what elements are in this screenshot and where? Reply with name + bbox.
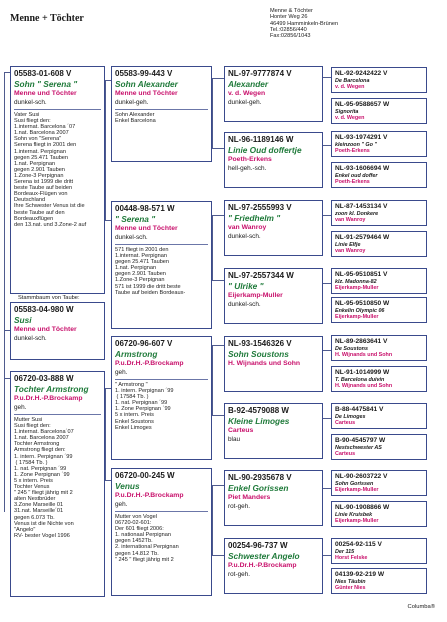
gen3-card[interactable] bbox=[224, 268, 323, 324]
owner-name: v. d. Wegen bbox=[335, 115, 365, 121]
ring-number: NL-93-1606694 W bbox=[335, 165, 390, 172]
pigeon-name: Susi bbox=[14, 315, 32, 325]
owner-name: van Wanroy bbox=[335, 217, 366, 223]
color-label: geh. bbox=[115, 501, 128, 508]
owner-name: Eijerkamp-Muller bbox=[335, 518, 379, 524]
color-label: geh. bbox=[14, 404, 27, 411]
ring-number: NL-93-1546326 V bbox=[228, 339, 292, 348]
pigeon-name: Kleine Limoges bbox=[228, 416, 290, 426]
color-label: rot-geh. bbox=[228, 571, 251, 578]
pedigree-notes: 571 fliegt in 2001 den 1.internat. Perpignan gegen 25.471 Tauben 1.nat. Perpignan gegen 2.901 Tauben 1.Zone-3 Perpignan 571 ist 1999 die dritt beste Taube auf beiden Bordeaux- bbox=[115, 247, 186, 296]
pigeon-name: Venus bbox=[115, 481, 140, 491]
ring-number: 00448-98-571 W bbox=[115, 204, 175, 213]
gen4-card[interactable] bbox=[331, 470, 427, 496]
pigeon-name: Schwester Angelo bbox=[228, 551, 300, 561]
divider bbox=[115, 244, 208, 245]
owner-name: Menne und Töchter bbox=[115, 225, 178, 232]
owner-name: Eijerkamp-Muller bbox=[335, 487, 379, 493]
ring-number: NL-87-1453134 V bbox=[335, 203, 388, 210]
connector-line bbox=[212, 345, 224, 346]
pigeon-name: klz. Madonna-82 bbox=[335, 279, 377, 285]
gen4-card[interactable] bbox=[331, 67, 427, 93]
connector-line bbox=[323, 283, 331, 284]
owner-name: P.u.Dr.H.-P.Brockamp bbox=[14, 395, 83, 402]
color-label: dunkel-geh. bbox=[228, 99, 262, 106]
ring-number: NL-91-2579464 W bbox=[335, 234, 390, 241]
gen4-card[interactable] bbox=[331, 98, 427, 124]
ring-number: NL-91-1014999 W bbox=[335, 369, 390, 376]
pigeon-name: " Serena " bbox=[115, 214, 156, 224]
ring-number: 00254-92-115 V bbox=[335, 541, 382, 548]
gen4-card[interactable] bbox=[331, 297, 427, 323]
gen4-card[interactable] bbox=[331, 403, 427, 429]
ring-number: NL-95-9510851 V bbox=[335, 271, 388, 278]
ring-number: 05583-01-608 V bbox=[14, 69, 72, 78]
gen4-card[interactable] bbox=[331, 231, 427, 257]
connector-line bbox=[323, 77, 331, 78]
connector-line bbox=[4, 72, 5, 512]
ring-number: 06720-00-245 W bbox=[115, 471, 175, 480]
owner-name: Poeth-Erkens bbox=[335, 179, 370, 185]
connector-line bbox=[212, 345, 213, 415]
pigeon-name: Armstrong bbox=[115, 349, 158, 359]
pedigree-notes: Mutter von Vogel 06720-02-601: Der 601 fliegt 2006: 1. nationaal Perpignan gegen 1452Tb. 2. international Perpignan gegen 14.812 Tb. " 245 " fliegt jährig mit 2 bbox=[115, 514, 179, 563]
ring-number: NL-89-2863641 V bbox=[335, 338, 388, 345]
gen4-card[interactable] bbox=[331, 568, 427, 594]
connector-line bbox=[105, 388, 106, 480]
pigeon-name: Signorita bbox=[335, 109, 359, 115]
pigeon-name: Linie Elfje bbox=[335, 242, 361, 248]
ring-number: NL-93-1974291 V bbox=[335, 134, 388, 141]
pedigree-notes: Mutter Susi Susi fliegt den: 1.internat. Barcelona´07 1.nat. Barcelona 2007 Tochter Armstrong Armstrong fliegt den: 1. intern. Perpignan ´99 ( 17584 Tb. ) 1. nat. Perpignan ´99 1. Zone Perpignan ´99 5 x intern. Preis Tochter Venus " 245 " fliegt jährig mit 2 alten Nestbrüder 3.Zone Marseille 01 31.nat. Marseille´01 gegen 6.073 Tb. Venus ist die Nichte von "Angelo" RV- bester Vogel 1996 bbox=[14, 417, 74, 539]
pigeon-name: De Barcelona bbox=[335, 78, 370, 84]
connector-line bbox=[212, 485, 213, 555]
owner-name: Piet Manders bbox=[228, 494, 271, 501]
breeder-address: Menne & Töchter Honter Weg 26 46499 Hamminkeln-Brünen Tel.:02856/440 Fax:02856/1043 bbox=[270, 8, 339, 40]
pedigree-notes: " Armstrong " 1. intern. Perpignan ´99 ( 17584 Tb. ) 1. nat. Perpignan ´99 1. Zone Perpignan ´99 5 x intern. Preis Enkel Soustons Enkel Limoges bbox=[115, 382, 174, 431]
pedigree-notes: Vater Susi Susi fliegt den: 1.internat. Barcelona ´07 1.nat. Barcelona 2007 Sohn von "Serena" Serena fliegt in 2001 den 1.internat. Perpignan gegen 25.471 Tauben 1.nat. Perpignan gegen 2.901 Tauben 1.Zone-3 Perpignan Serena ist 1999 die dritt beste Taube auf beiden Bordeaux-Flügen von Deutschland Ihre Schwester Venus ist die beste Taube auf den Bordeauxflügen den 13.nat. und 3.Zone-2 auf bbox=[14, 112, 87, 228]
connector-line bbox=[323, 555, 331, 556]
owner-name: Menne und Töchter bbox=[14, 90, 77, 97]
divider bbox=[115, 109, 208, 110]
connector-line bbox=[323, 145, 331, 146]
gen4-card[interactable] bbox=[331, 162, 427, 188]
gen3-card[interactable] bbox=[224, 66, 323, 122]
ring-number: 06720-03-888 W bbox=[14, 374, 74, 383]
divider bbox=[115, 511, 208, 512]
ring-number: NL-90-2603722 V bbox=[335, 473, 388, 480]
ring-number: NL-95-9588657 W bbox=[335, 101, 390, 108]
ring-number: NL-90-2935678 V bbox=[228, 473, 292, 482]
owner-name: Menne und Töchter bbox=[115, 90, 178, 97]
connector-line bbox=[323, 488, 331, 489]
gen4-card[interactable] bbox=[331, 366, 427, 392]
gen3-card[interactable] bbox=[224, 336, 323, 392]
owner-name: Eijerkamp-Muller bbox=[335, 285, 379, 291]
ring-number: 05583-04-980 W bbox=[14, 305, 74, 314]
connector-line bbox=[212, 78, 224, 79]
owner-name: P.u.Dr.H.-P.Brockamp bbox=[228, 562, 297, 569]
color-label: dunkel-sch. bbox=[228, 301, 261, 308]
columba-logo: Columba® bbox=[407, 604, 435, 610]
connector-line bbox=[212, 555, 224, 556]
pigeon-name: Der 115 bbox=[335, 549, 355, 555]
color-label: dunkel-sch. bbox=[14, 335, 47, 342]
pigeon-name: zoon kl. Donkere bbox=[335, 211, 379, 217]
ring-number: 06720-96-607 V bbox=[115, 339, 173, 348]
pigeon-name: Sohn " Serena " bbox=[14, 79, 78, 89]
color-label: geh. bbox=[115, 369, 128, 376]
ring-number: NL-92-9242422 V bbox=[335, 70, 388, 77]
gen3-card[interactable] bbox=[224, 470, 323, 526]
pigeon-name: De Limoges bbox=[335, 414, 366, 420]
divider bbox=[115, 379, 208, 380]
ring-number: B-92-4579088 W bbox=[228, 406, 289, 415]
connector-line bbox=[212, 280, 224, 281]
connector-line bbox=[323, 215, 331, 216]
owner-name: Poeth-Erkens bbox=[228, 156, 272, 163]
pigeon-name: Sohn Gorissen bbox=[335, 481, 374, 487]
connector-line bbox=[323, 350, 331, 351]
pigeon-name: Sohn Alexander bbox=[115, 79, 178, 89]
color-label: dunkel-geh. bbox=[115, 99, 149, 106]
owner-name: Eijerkamp-Muller bbox=[335, 314, 379, 320]
gen4-card[interactable] bbox=[331, 434, 427, 460]
pigeon-name: kleinzoon " Go " bbox=[335, 142, 377, 148]
ring-number: NL-90-1908866 W bbox=[335, 504, 390, 511]
connector-line bbox=[212, 415, 224, 416]
ring-number: NL-97-9777874 V bbox=[228, 69, 292, 78]
gen3-card[interactable] bbox=[224, 538, 323, 594]
gen3-card[interactable] bbox=[224, 403, 323, 459]
owner-name: Günter Nies bbox=[335, 585, 366, 591]
pigeon-name: Nestschwester AS bbox=[335, 445, 382, 451]
connector-line bbox=[323, 418, 331, 419]
pigeon-name: Enkel oud doffer bbox=[335, 173, 378, 179]
connector-line bbox=[105, 80, 106, 220]
ring-number: NL-97-2557344 W bbox=[228, 271, 294, 280]
divider bbox=[14, 109, 101, 110]
connector-line bbox=[212, 78, 213, 148]
owner-name: H. Wijnands und Sohn bbox=[335, 352, 393, 358]
gen4-card[interactable] bbox=[331, 200, 427, 226]
owner-name: van Wanroy bbox=[335, 248, 366, 254]
pigeon-name: Linie Kruisbek bbox=[335, 512, 373, 518]
ring-number: NL-97-2555993 V bbox=[228, 203, 292, 212]
owner-name: H. Wijnands und Sohn bbox=[335, 383, 393, 389]
owner-name: Carteus bbox=[228, 427, 254, 434]
owner-name: H. Wijnands und Sohn bbox=[228, 360, 301, 367]
sire-card[interactable] bbox=[10, 66, 105, 294]
color-label: rot-geh. bbox=[228, 503, 251, 510]
owner-name: Carteus bbox=[335, 420, 356, 426]
pigeon-name: " Ulrike " bbox=[228, 281, 264, 291]
color-label: hell-geh.-sch. bbox=[228, 165, 267, 172]
ring-number: B-88-4475841 V bbox=[335, 406, 384, 413]
owner-name: Horst Felske bbox=[335, 555, 368, 561]
pigeon-name: Alexander bbox=[228, 79, 269, 89]
owner-name: v. d. Wegen bbox=[335, 84, 365, 90]
gen4-card[interactable] bbox=[331, 501, 427, 527]
granddam-paternal-card[interactable] bbox=[111, 201, 212, 329]
ring-number: B-90-4545797 W bbox=[335, 437, 386, 444]
gen4-card[interactable] bbox=[331, 335, 427, 361]
ring-number: NL-96-1189146 W bbox=[228, 135, 294, 144]
gen3-card[interactable] bbox=[224, 200, 323, 256]
owner-name: Eijerkamp-Muller bbox=[228, 292, 283, 299]
connector-line bbox=[212, 215, 224, 216]
color-label: blau bbox=[228, 436, 241, 443]
gen4-card[interactable] bbox=[331, 538, 427, 564]
ring-number: 05583-99-443 V bbox=[115, 69, 173, 78]
pigeon-name: Tochter Armstrong bbox=[14, 384, 89, 394]
owner-name: v. d. Wegen bbox=[228, 90, 266, 97]
gen4-card[interactable] bbox=[331, 131, 427, 157]
pigeon-name: " Friedhelm " bbox=[228, 213, 281, 223]
pigeon-name: Nies Täubin bbox=[335, 579, 366, 585]
stammbaum-label: Stammbaum von Taube: bbox=[18, 295, 80, 301]
ring-number: NL-95-9510850 W bbox=[335, 300, 390, 307]
color-label: dunkel-sch. bbox=[14, 99, 47, 106]
connector-line bbox=[212, 485, 224, 486]
grandsire-paternal-card[interactable] bbox=[111, 66, 212, 162]
pigeon-name: T. Barcelona duivin bbox=[335, 377, 385, 383]
pedigree-notes: Sohn Alexander Enkel Barcelona bbox=[115, 112, 156, 125]
pigeon-name: Sohn Soustons bbox=[228, 349, 289, 359]
connector-line bbox=[212, 215, 213, 280]
owner-name: Poeth-Erkens bbox=[335, 148, 370, 154]
pigeon-name: Enkel Gorissen bbox=[228, 483, 289, 493]
color-label: dunkel-sch. bbox=[228, 233, 261, 240]
color-label: dunkel-sch. bbox=[115, 234, 148, 241]
owner-name: van Wanroy bbox=[228, 224, 267, 231]
owner-name: P.u.Dr.H.-P.Brockamp bbox=[115, 492, 184, 499]
page-title: Menne + Töchter bbox=[10, 13, 84, 24]
grandsire-maternal-card[interactable] bbox=[111, 336, 212, 460]
owner-name: Carteus bbox=[335, 451, 356, 457]
dam-card[interactable] bbox=[10, 371, 105, 597]
granddam-maternal-card[interactable] bbox=[111, 468, 212, 596]
ring-number: 04139-92-219 W bbox=[335, 571, 385, 578]
pigeon-name: Linie Oud doffertje bbox=[228, 145, 302, 155]
gen3-card[interactable] bbox=[224, 132, 323, 188]
owner-name: Menne und Töchter bbox=[14, 326, 77, 333]
divider bbox=[14, 414, 101, 415]
pigeon-name: De Soustons bbox=[335, 346, 368, 352]
gen4-card[interactable] bbox=[331, 268, 427, 294]
ring-number: 00254-96-737 W bbox=[228, 541, 288, 550]
connector-line bbox=[212, 148, 224, 149]
pigeon-name: Enkelin Olympic 06 bbox=[335, 308, 385, 314]
owner-name: P.u.Dr.H.-P.Brockamp bbox=[115, 360, 184, 367]
subject-card[interactable] bbox=[10, 302, 105, 360]
